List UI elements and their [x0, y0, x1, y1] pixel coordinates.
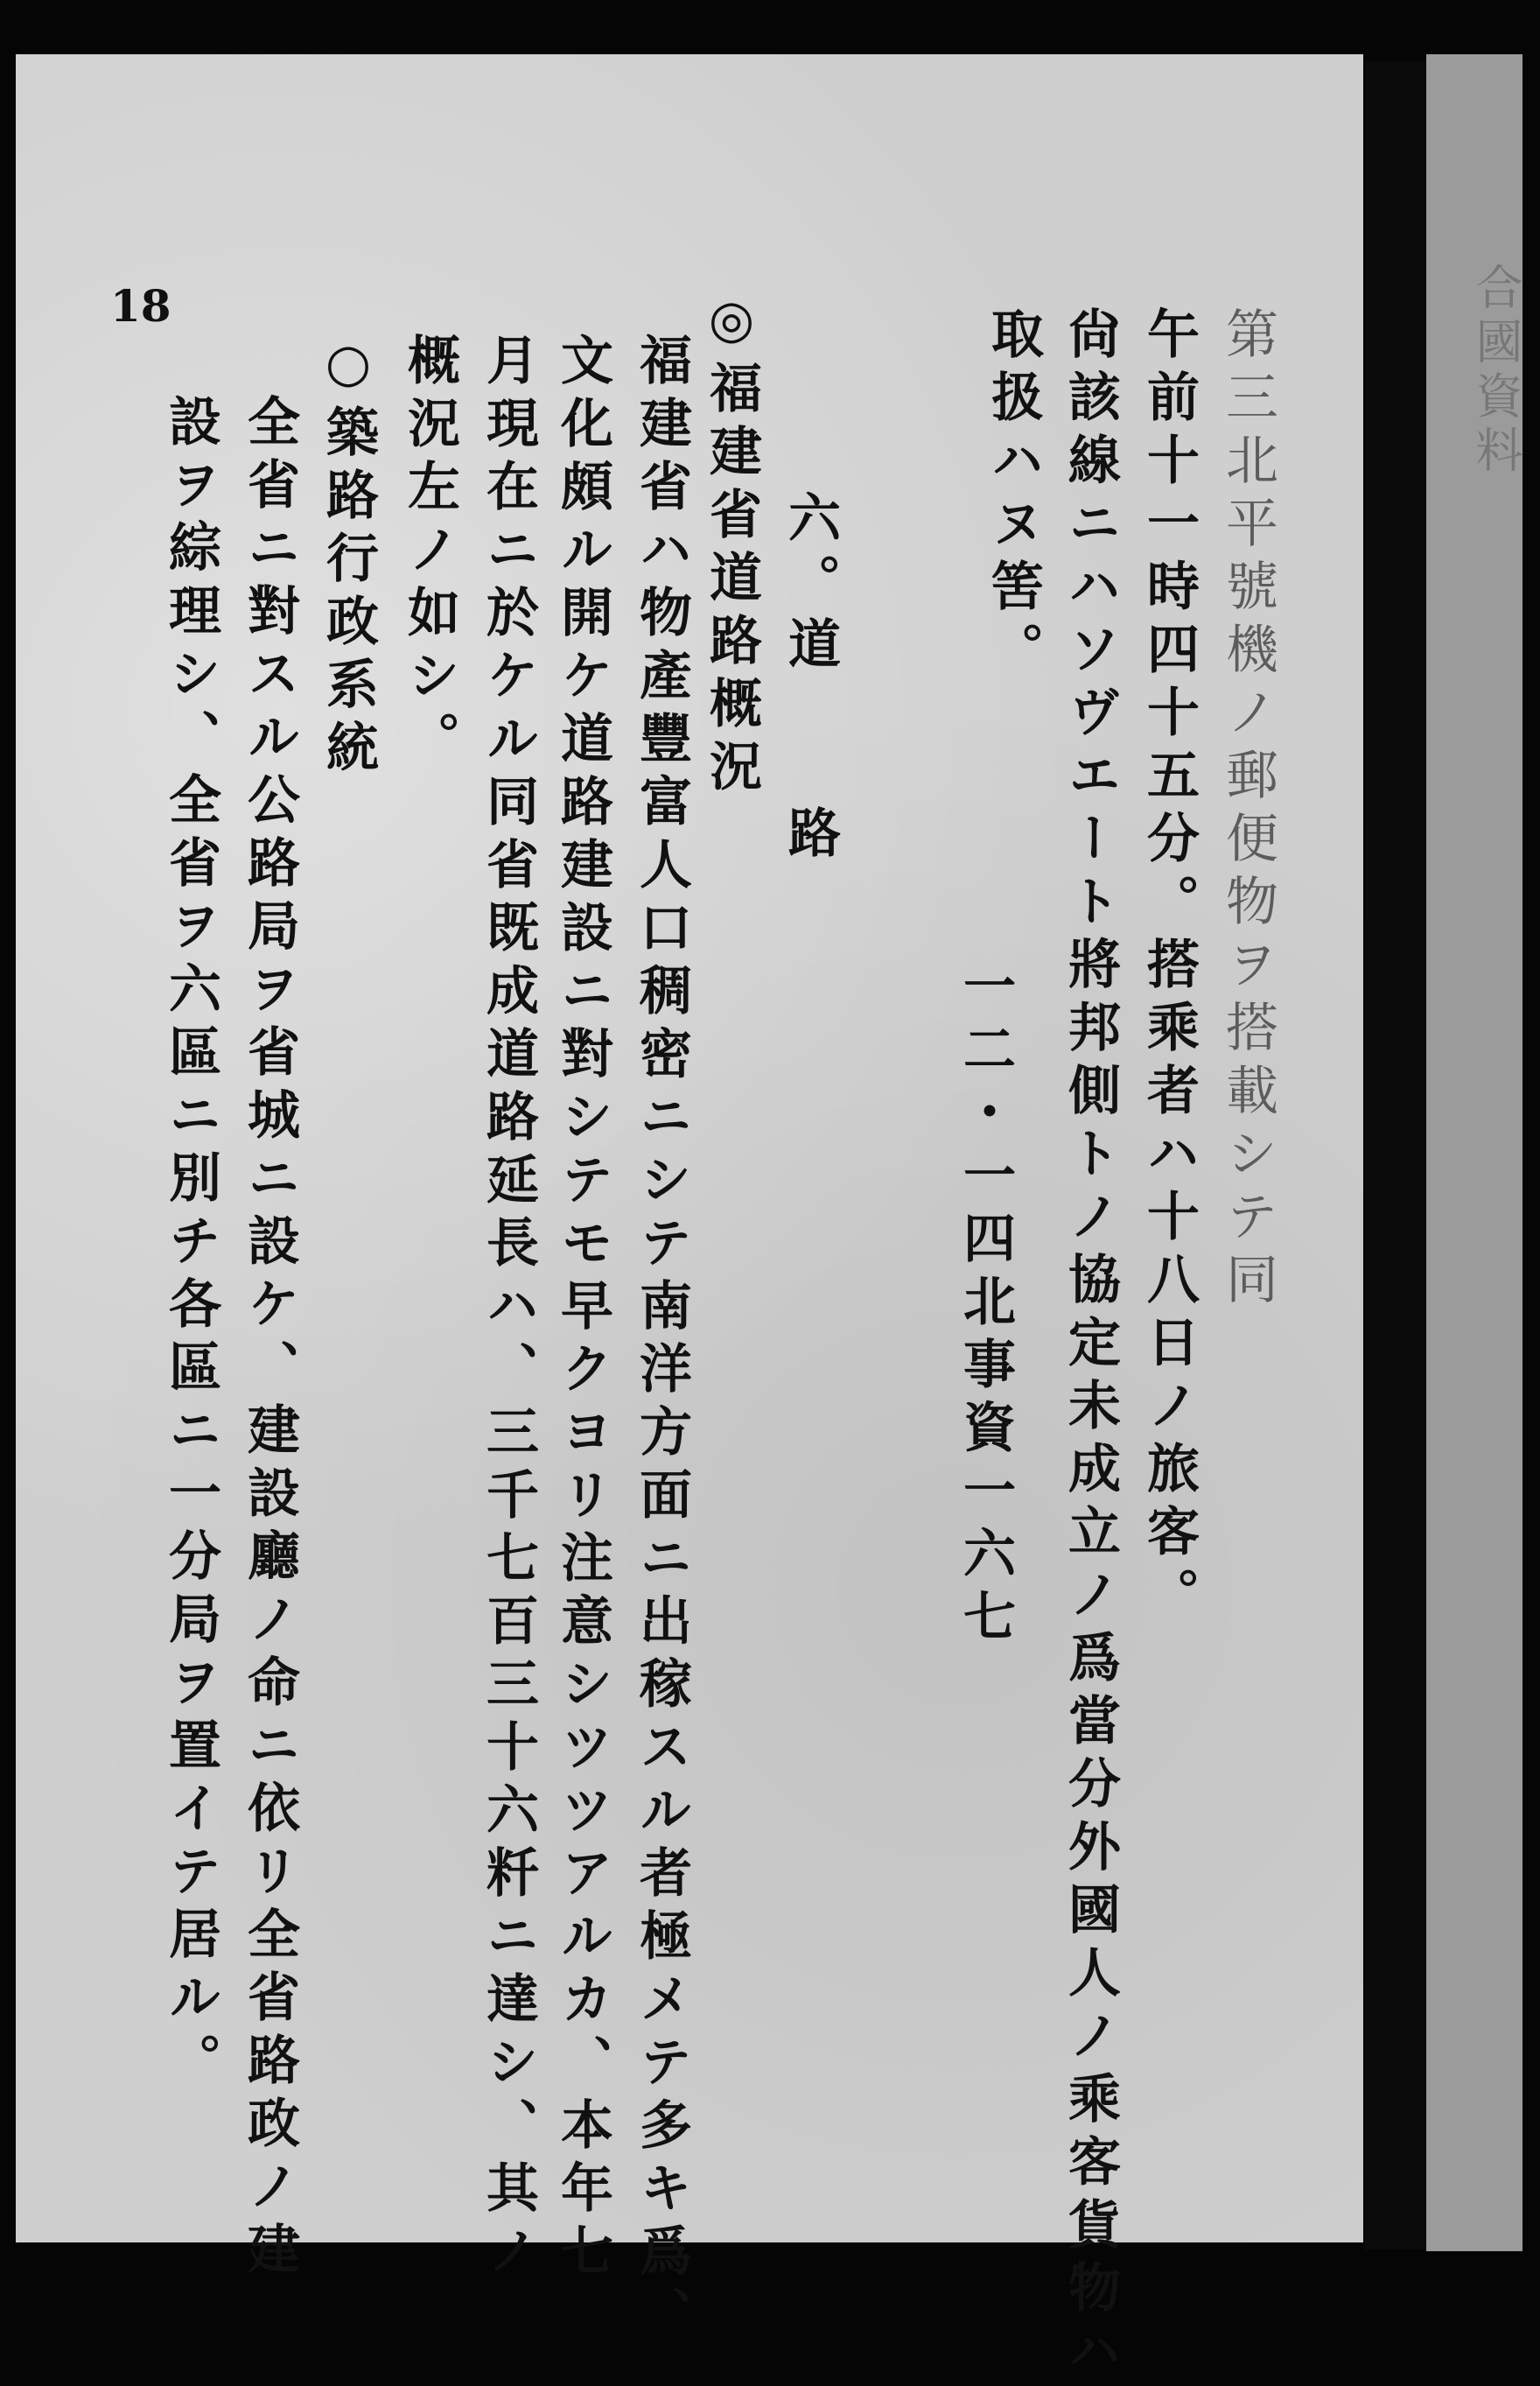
subsection-heading: ◎福建省道路概況 — [701, 289, 762, 802]
text-column-9: 月現在ニ於ケル同省既成道路延長ハ、三千七百三十六粁ニ達シ、其ノ — [478, 333, 539, 2286]
text-column-2: 午前十一時四十五分。搭乘者ハ十八日ノ旅客。 — [1138, 306, 1200, 1630]
page-number: 18 — [110, 280, 172, 332]
text-column-3: 尙該線ニハソヴエート將邦側トノ協定未成立ノ爲當分外國人ノ乘客貨物ハ — [1060, 306, 1121, 2386]
text-column-7: 福建省ハ物產豐富人口稠密ニシテ南洋方面ニ出稼スル者極メテ多キ爲、 — [631, 333, 692, 2349]
subsection-heading-2: ○築路行政系統 — [318, 333, 379, 782]
text-column-13: 設ヲ綜理シ、全省ヲ六區ニ別チ各區ニ一分局ヲ置イテ居ル。 — [160, 394, 221, 2095]
adjacent-page-bleed-text: 合國資料 — [1468, 263, 1523, 480]
text-column-10: 概況左ノ如シ。 — [399, 333, 460, 774]
text-column-4: 取扱ハヌ筈。 — [983, 306, 1044, 684]
section-heading: 六。道 路 — [780, 490, 841, 868]
book-spine — [1365, 61, 1426, 2249]
document-stamp-code: 一二・一四北事資一六七 — [955, 958, 1016, 1652]
text-column-8: 文化頗ル開ケ道路建設ニ對シテモ早クヨリ注意シツツアルカ、本年七 — [552, 333, 613, 2286]
text-column-12: 全省ニ對スル公路局ヲ省城ニ設ケ、建設廳ノ命ニ依リ全省路政ノ建 — [239, 394, 300, 2284]
text-column-1: 第三北平號機ノ郵便物ヲ搭載シテ同 — [1217, 306, 1278, 1315]
